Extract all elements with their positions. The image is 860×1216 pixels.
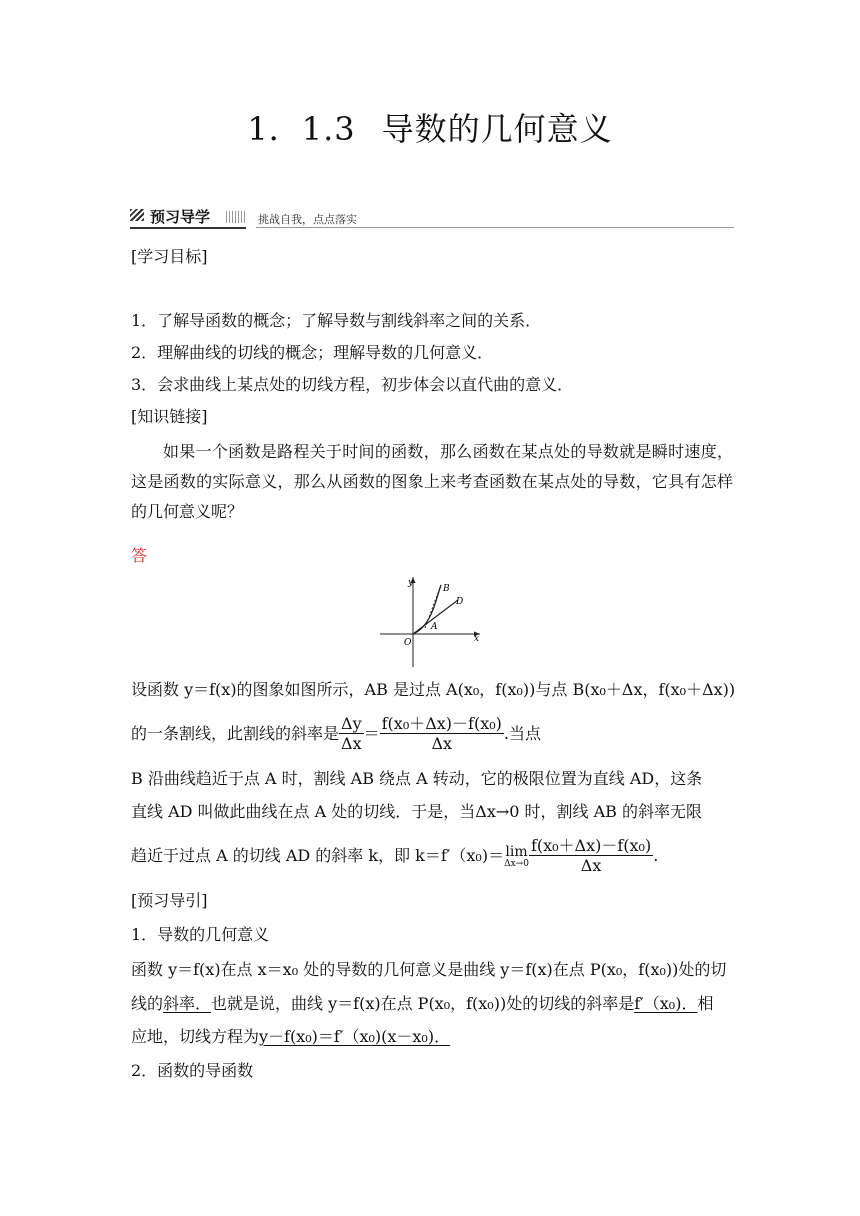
answer-line-4: 直线 AD 叫做此曲线在点 A 处的切线．于是，当Δx→0 时，割线 AB 的斜率无限 <box>131 802 703 821</box>
answer-line-1: 设函数 y＝f(x)的图象如图所示，AB 是过点 A(x₀，f(x₀))与点 B(x₀＋Δx，f(x₀＋Δx)) <box>131 680 736 699</box>
link-paragraph: 如果一个函数是路程关于时间的函数，那么函数在某点处的导数就是瞬时速度，这是函数的实际意义，那么从函数的图象上来考查函数在某点处的导数，它具有怎样的几何意义呢？ <box>131 442 733 521</box>
fraction-numerator: f(x₀＋Δx)－f(x₀) <box>381 714 502 733</box>
lim-subscript: Δx→0 <box>504 858 529 869</box>
origin-label: O <box>404 638 412 648</box>
limit-operator <box>504 845 529 869</box>
lim-text: lim <box>505 843 528 860</box>
preview-item-title: 2．函数的导函数 <box>131 1061 254 1080</box>
blank-answer: 斜率． <box>163 994 212 1013</box>
fraction-denominator: Δx <box>529 855 653 876</box>
fraction-denominator: Δx <box>339 733 364 754</box>
preview-text: 也就是说，曲线 y＝f(x)在点 P(x₀，f(x₀))处的切线的斜率是 <box>211 994 635 1013</box>
stripes-icon <box>130 209 144 221</box>
preview-text: 应地，切线方程为 <box>131 1027 260 1046</box>
answer-text: . <box>653 846 659 865</box>
section-tab <box>130 205 246 229</box>
goal-item: 1．了解导函数的概念；了解导数与割线斜率之间的关系． <box>131 311 542 330</box>
fraction-numerator: f(x₀＋Δx)－f(x₀) <box>530 836 652 855</box>
preview-heading: [预习导引] <box>131 891 208 910</box>
fraction-denominator: Δx <box>380 733 504 754</box>
section-subtitle: 挑战自我，点点落实 <box>258 213 357 226</box>
answer-label: 答 <box>131 546 148 565</box>
link-heading: [知识链接] <box>131 407 208 426</box>
y-axis-label: y <box>408 578 414 588</box>
section-header <box>130 205 734 229</box>
title-text: 导数的几何意义 <box>381 110 613 148</box>
section-number: 1．1.3 <box>247 110 356 148</box>
goals-heading: [学习目标] <box>131 247 208 266</box>
point-a-label: A <box>431 622 438 632</box>
preview-text: 相 <box>697 994 714 1013</box>
equals-sign: ＝ <box>363 724 380 743</box>
preview-line: 函数 y＝f(x)在点 x＝x₀ 处的导数的几何意义是曲线 y＝f(x)在点 P(x₀，f(x₀))处的切 <box>131 960 727 979</box>
tangent-figure <box>376 573 486 671</box>
blank-answer: f′（x₀)． <box>634 994 698 1013</box>
preview-line <box>131 1024 450 1050</box>
answer-text: 趋近于过点 A 的切线 AD 的斜率 k，即 k＝f′（x₀)＝ <box>131 846 505 865</box>
preview-item-title: 1．导数的几何意义 <box>131 925 270 944</box>
fraction <box>339 715 364 754</box>
answer-line-3: B 沿曲线趋近于点 A 时，割线 AB 绕点 A 转动，它的极限位置为直线 AD，这条 <box>131 769 703 788</box>
fraction-numerator: Δy <box>341 714 362 733</box>
answer-line-5 <box>131 834 658 878</box>
preview-line <box>131 991 713 1017</box>
blank-answer: y－f(x₀)＝f′（x₀)(x－x₀)． <box>259 1027 451 1046</box>
fade-icon <box>226 211 246 223</box>
section-name: 预习导学 <box>150 208 211 226</box>
answer-line-2 <box>131 712 541 756</box>
goal-item: 2．理解曲线的切线的概念；理解导数的几何意义． <box>131 343 494 362</box>
fraction <box>380 715 504 754</box>
section-subtitle-bar <box>256 205 734 228</box>
page-title <box>0 104 860 150</box>
point-d-label: D <box>456 597 464 607</box>
preview-text: 线的 <box>131 994 164 1013</box>
point-b-label: B <box>443 584 450 594</box>
goal-item: 3．会求曲线上某点处的切线方程，初步体会以直代曲的意义． <box>131 375 574 394</box>
fraction <box>529 837 653 876</box>
answer-text: 的一条割线，此割线的斜率是 <box>131 724 340 743</box>
answer-text: .当点 <box>503 724 541 743</box>
x-axis-label: x <box>474 634 480 644</box>
